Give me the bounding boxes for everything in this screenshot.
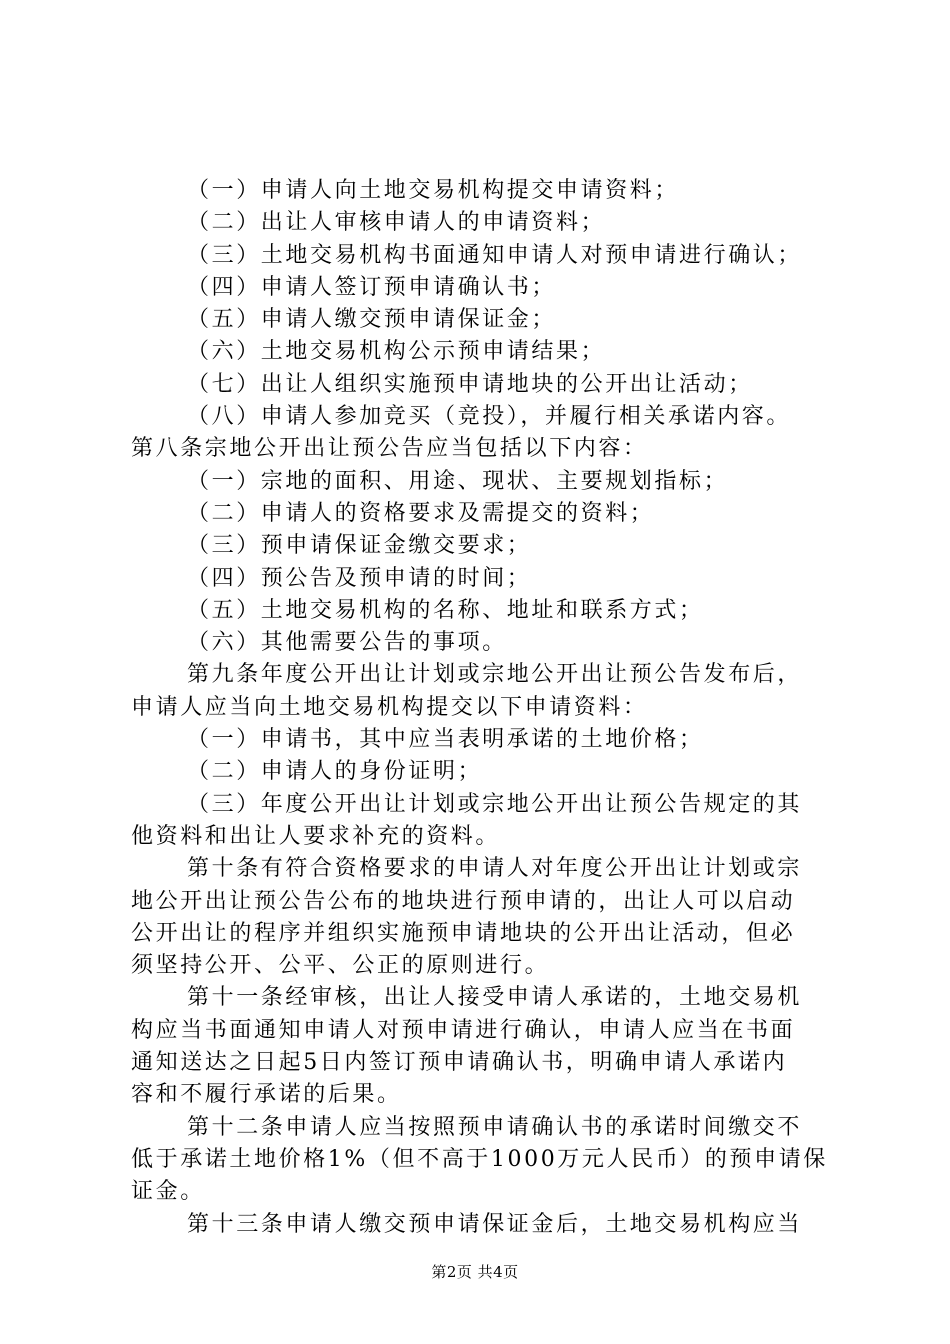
text-line: 第十条有符合资格要求的申请人对年度公开出让计划或宗: [187, 856, 803, 882]
text-line: （六）土地交易机构公示预申请结果；: [187, 339, 606, 365]
text-line: 第十二条申请人应当按照预申请确认书的承诺时间缴交不: [187, 1114, 803, 1140]
text-line: 他资料和出让人要求补充的资料。: [131, 823, 501, 849]
text-line: 容和不履行承诺的后果。: [131, 1082, 402, 1108]
text-line: 申请人应当向土地交易机构提交以下申请资料：: [131, 694, 648, 720]
text-line: （五）申请人缴交预申请保证金；: [187, 307, 557, 333]
text-line: 第九条年度公开出让计划或宗地公开出让预公告发布后，: [187, 662, 803, 688]
text-line: （一）申请书，其中应当表明承诺的土地价格；: [187, 727, 704, 753]
text-line: 须坚持公开、公平、公正的原则进行。: [131, 953, 550, 979]
text-line: （三）预申请保证金缴交要求；: [187, 533, 532, 559]
page-number-footer: 第2页 共4页: [431, 1263, 519, 1281]
text-line: 低于承诺土地价格1%（但不高于1000万元人民币）的预申请保: [131, 1146, 828, 1172]
text-line: （一）宗地的面积、用途、现状、主要规划指标；: [187, 468, 729, 494]
article-heading: 第八条宗地公开出让预公告应当包括以下内容：: [131, 436, 648, 462]
text-line: （六）其他需要公告的事项。: [187, 630, 507, 656]
text-line: （七）出让人组织实施预申请地块的公开出让活动；: [187, 371, 753, 397]
text-line: （四）预公告及预申请的时间；: [187, 565, 532, 591]
text-line: （四）申请人签订预申请确认书；: [187, 274, 557, 300]
text-line: 证金。: [131, 1179, 205, 1205]
text-line: （二）出让人审核申请人的申请资料；: [187, 210, 606, 236]
text-line: 地公开出让预公告公布的地块进行预申请的，出让人可以启动: [131, 888, 796, 914]
text-line: （一）申请人向土地交易机构提交申请资料；: [187, 178, 680, 203]
text-line: （二）申请人的身份证明；: [187, 759, 483, 785]
text-line: （三）土地交易机构书面通知申请人对预申请进行确认；: [187, 242, 803, 268]
text-line: 第十三条申请人缴交预申请保证金后，土地交易机构应当: [187, 1211, 803, 1237]
text-line: 构应当书面通知申请人对预申请进行确认，申请人应当在书面: [131, 1017, 796, 1043]
text-line: 通知送达之日起5日内签订预申请确认书，明确申请人承诺内: [131, 1050, 788, 1076]
text-line: （二）申请人的资格要求及需提交的资料；: [187, 500, 655, 526]
text-line: （三）年度公开出让计划或宗地公开出让预公告规定的其: [187, 791, 803, 817]
text-line: 第十一条经审核，出让人接受申请人承诺的，土地交易机: [187, 985, 803, 1011]
text-line: （五）土地交易机构的名称、地址和联系方式；: [187, 597, 704, 623]
text-line: （八）申请人参加竞买（竞投），并履行相关承诺内容。: [187, 404, 792, 430]
document-body: [131, 175, 831, 1241]
text-line: 公开出让的程序并组织实施预申请地块的公开出让活动，但必: [131, 920, 796, 946]
